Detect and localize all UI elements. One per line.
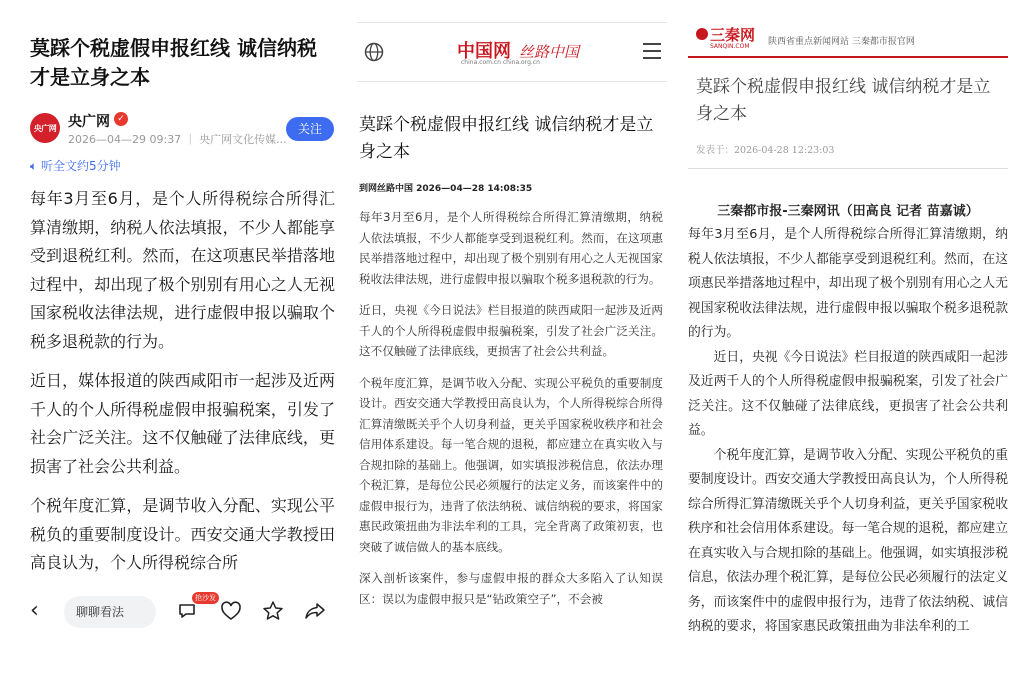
panel-sanqin-web <box>680 0 1024 682</box>
listen-audio-button[interactable] <box>30 157 121 174</box>
follow-button[interactable]: 关注 <box>286 117 334 141</box>
article-lead: 三秦都市报-三秦网讯（田高良 记者 苗嘉诚） <box>717 204 979 219</box>
globe-icon[interactable] <box>363 41 385 63</box>
speaker-icon: 🔈︎ <box>30 159 38 173</box>
paragraph: 近日，央视《今日说法》栏目报道的陕西咸阳一起涉及近两千人的个人所得税虚假申报骗税案，引发了社会广泛关注。这不仅触碰了法律底线，更损害了社会公共利益。 <box>359 303 663 358</box>
article-title: 莫踩个税虚假申报红线 诚信纳税才是立身之本 <box>30 36 317 89</box>
paragraph: 每年3月至6月，是个人所得税综合所得汇算清缴期，纳税人依法填报，不少人都能享受到退税红利。然而，在这项惠民举措落地过程中，却出现了极个别别有用心之人无视国家税收法律法规，进行虚假申报以骗取个税多退税款的行为。 <box>688 227 1008 340</box>
comment-input[interactable]: 聊聊看法 <box>64 596 156 628</box>
paragraph: 深入剖析该案件，参与虚假申报的群众大多陷入了认知误区：误以为虚假申报只是“钻政策空子”，不会被 <box>359 571 663 606</box>
brand-url: SANQIN.COM <box>710 43 750 50</box>
paragraph: 近日，央视《今日说法》栏目报道的陕西咸阳一起涉及近两千人的个人所得税虚假申报骗税案，引发了社会广泛关注。这不仅触碰了法律底线，更损害了社会公共利益。 <box>688 349 1008 438</box>
source-name[interactable]: 央广网 <box>68 114 110 130</box>
logo-silk-road: 丝路中国 <box>519 43 580 61</box>
back-icon[interactable]: ‹ <box>30 598 39 623</box>
logo-mark-icon <box>696 28 708 40</box>
article-title: 莫踩个税虚假申报红线 诚信纳税才是立身之本 <box>696 77 991 124</box>
paragraph: 每年3月至6月，是个人所得税综合所得汇算清缴期，纳税人依法填报，不少人都能享受到退税红利。然而，在这项惠民举措落地过程中，却出现了极个别别有用心之人无视国家税收法律法规，进行虚假申报以骗取个税多退税款的行为。 <box>359 210 663 286</box>
hamburger-menu-icon[interactable] <box>643 43 661 59</box>
article-body <box>30 185 335 589</box>
paragraph: 个税年度汇算，是调节收入分配、实现公平税负的重要制度设计。西安交通大学教授田高良认为，个人所得税综合所得汇算清缴既关乎个人切身利益，更关乎国家税收秩序和社会信用体系建设。每一笔合规的退税，都应建立在真实收入与合规扣除的基础上。他强调，如实填报涉税信息，依法办理个税汇算，是每位公民必须履行的法定义务，而该案件中的虚假申报行为，违背了依法纳税、诚信纳税的要求，将国家惠民政策扭曲为非法牟利的工具，完全背离了政策初衷，也突破了诚信做人的基本底线。 <box>359 375 663 554</box>
site-header <box>357 22 667 82</box>
article-meta: 到网丝路中国 2026—04—28 14:08:35 <box>359 184 533 194</box>
like-icon[interactable] <box>218 598 244 624</box>
share-icon[interactable] <box>302 598 328 624</box>
site-logo[interactable] <box>457 37 587 69</box>
panel-cnr-app <box>0 0 347 682</box>
divider <box>688 168 1008 169</box>
star-icon[interactable] <box>260 598 286 624</box>
site-logo[interactable] <box>696 24 760 52</box>
site-tagline: 陕西省重点新闻网站 三秦都市报官网 <box>768 37 915 47</box>
source-logo[interactable]: 央广网 <box>30 113 60 143</box>
paragraph: 个税年度汇算，是调节收入分配、实现公平税负的重要制度设计。西安交通大学教授田高良认为，个人所得税综合所得汇算清缴既关乎个人切身利益，更关乎国家税收秩序和社会信用体系建设。每一笔合规的退税，都应建立在真实收入与合规扣除的基础上。他强调，如实填报涉税信息，依法办理个税汇算，是每位公民必须履行的法定义务，而该案件中的虚假申报行为，违背了依法纳税、诚信纳税的要求，将国家惠民政策扭曲为非法牟利的工 <box>688 447 1008 634</box>
article-body <box>688 223 1008 640</box>
comment-badge: 抢沙发 <box>192 592 219 604</box>
source-row <box>30 111 335 147</box>
logo-domains: china.com.cn china.org.cn <box>461 59 540 66</box>
panel-chinanet-web <box>347 0 680 682</box>
verified-icon: ✓ <box>114 112 128 126</box>
site-header <box>688 22 1008 58</box>
article-title: 莫踩个税虚假申报红线 诚信纳税才是立身之本 <box>359 115 654 162</box>
bottom-action-bar <box>0 588 347 638</box>
article-body <box>359 207 663 620</box>
paragraph: 近日，媒体报道的陕西咸阳市一起涉及近两千人的个人所得税虚假申报骗税案，引发了社会广泛关注。这不仅触碰了法律底线，更损害了社会公共利益。 <box>30 371 335 476</box>
paragraph: 每年3月至6月，是个人所得税综合所得汇算清缴期，纳税人依法填报，不少人都能享受到退税红利。然而，在这项惠民举措落地过程中，却出现了极个别别有用心之人无视国家税收法律法规，进行虚假申报以骗取个税多退税款的行为。 <box>30 189 335 351</box>
paragraph: 个税年度汇算，是调节收入分配、实现公平税负的重要制度设计。西安交通大学教授田高良认为，个人所得税综合所 <box>30 496 335 572</box>
listen-label: 听全文约5分钟 <box>41 159 121 173</box>
brand-name: 三秦网 <box>710 26 756 44</box>
logo-china-net: 中国网 <box>457 41 511 62</box>
publish-date: 发表于：2026-04-28 12:23:03 <box>696 145 835 156</box>
source-meta: 2026—04—29 09:37 ｜ 央广网文化传媒... <box>68 133 287 146</box>
